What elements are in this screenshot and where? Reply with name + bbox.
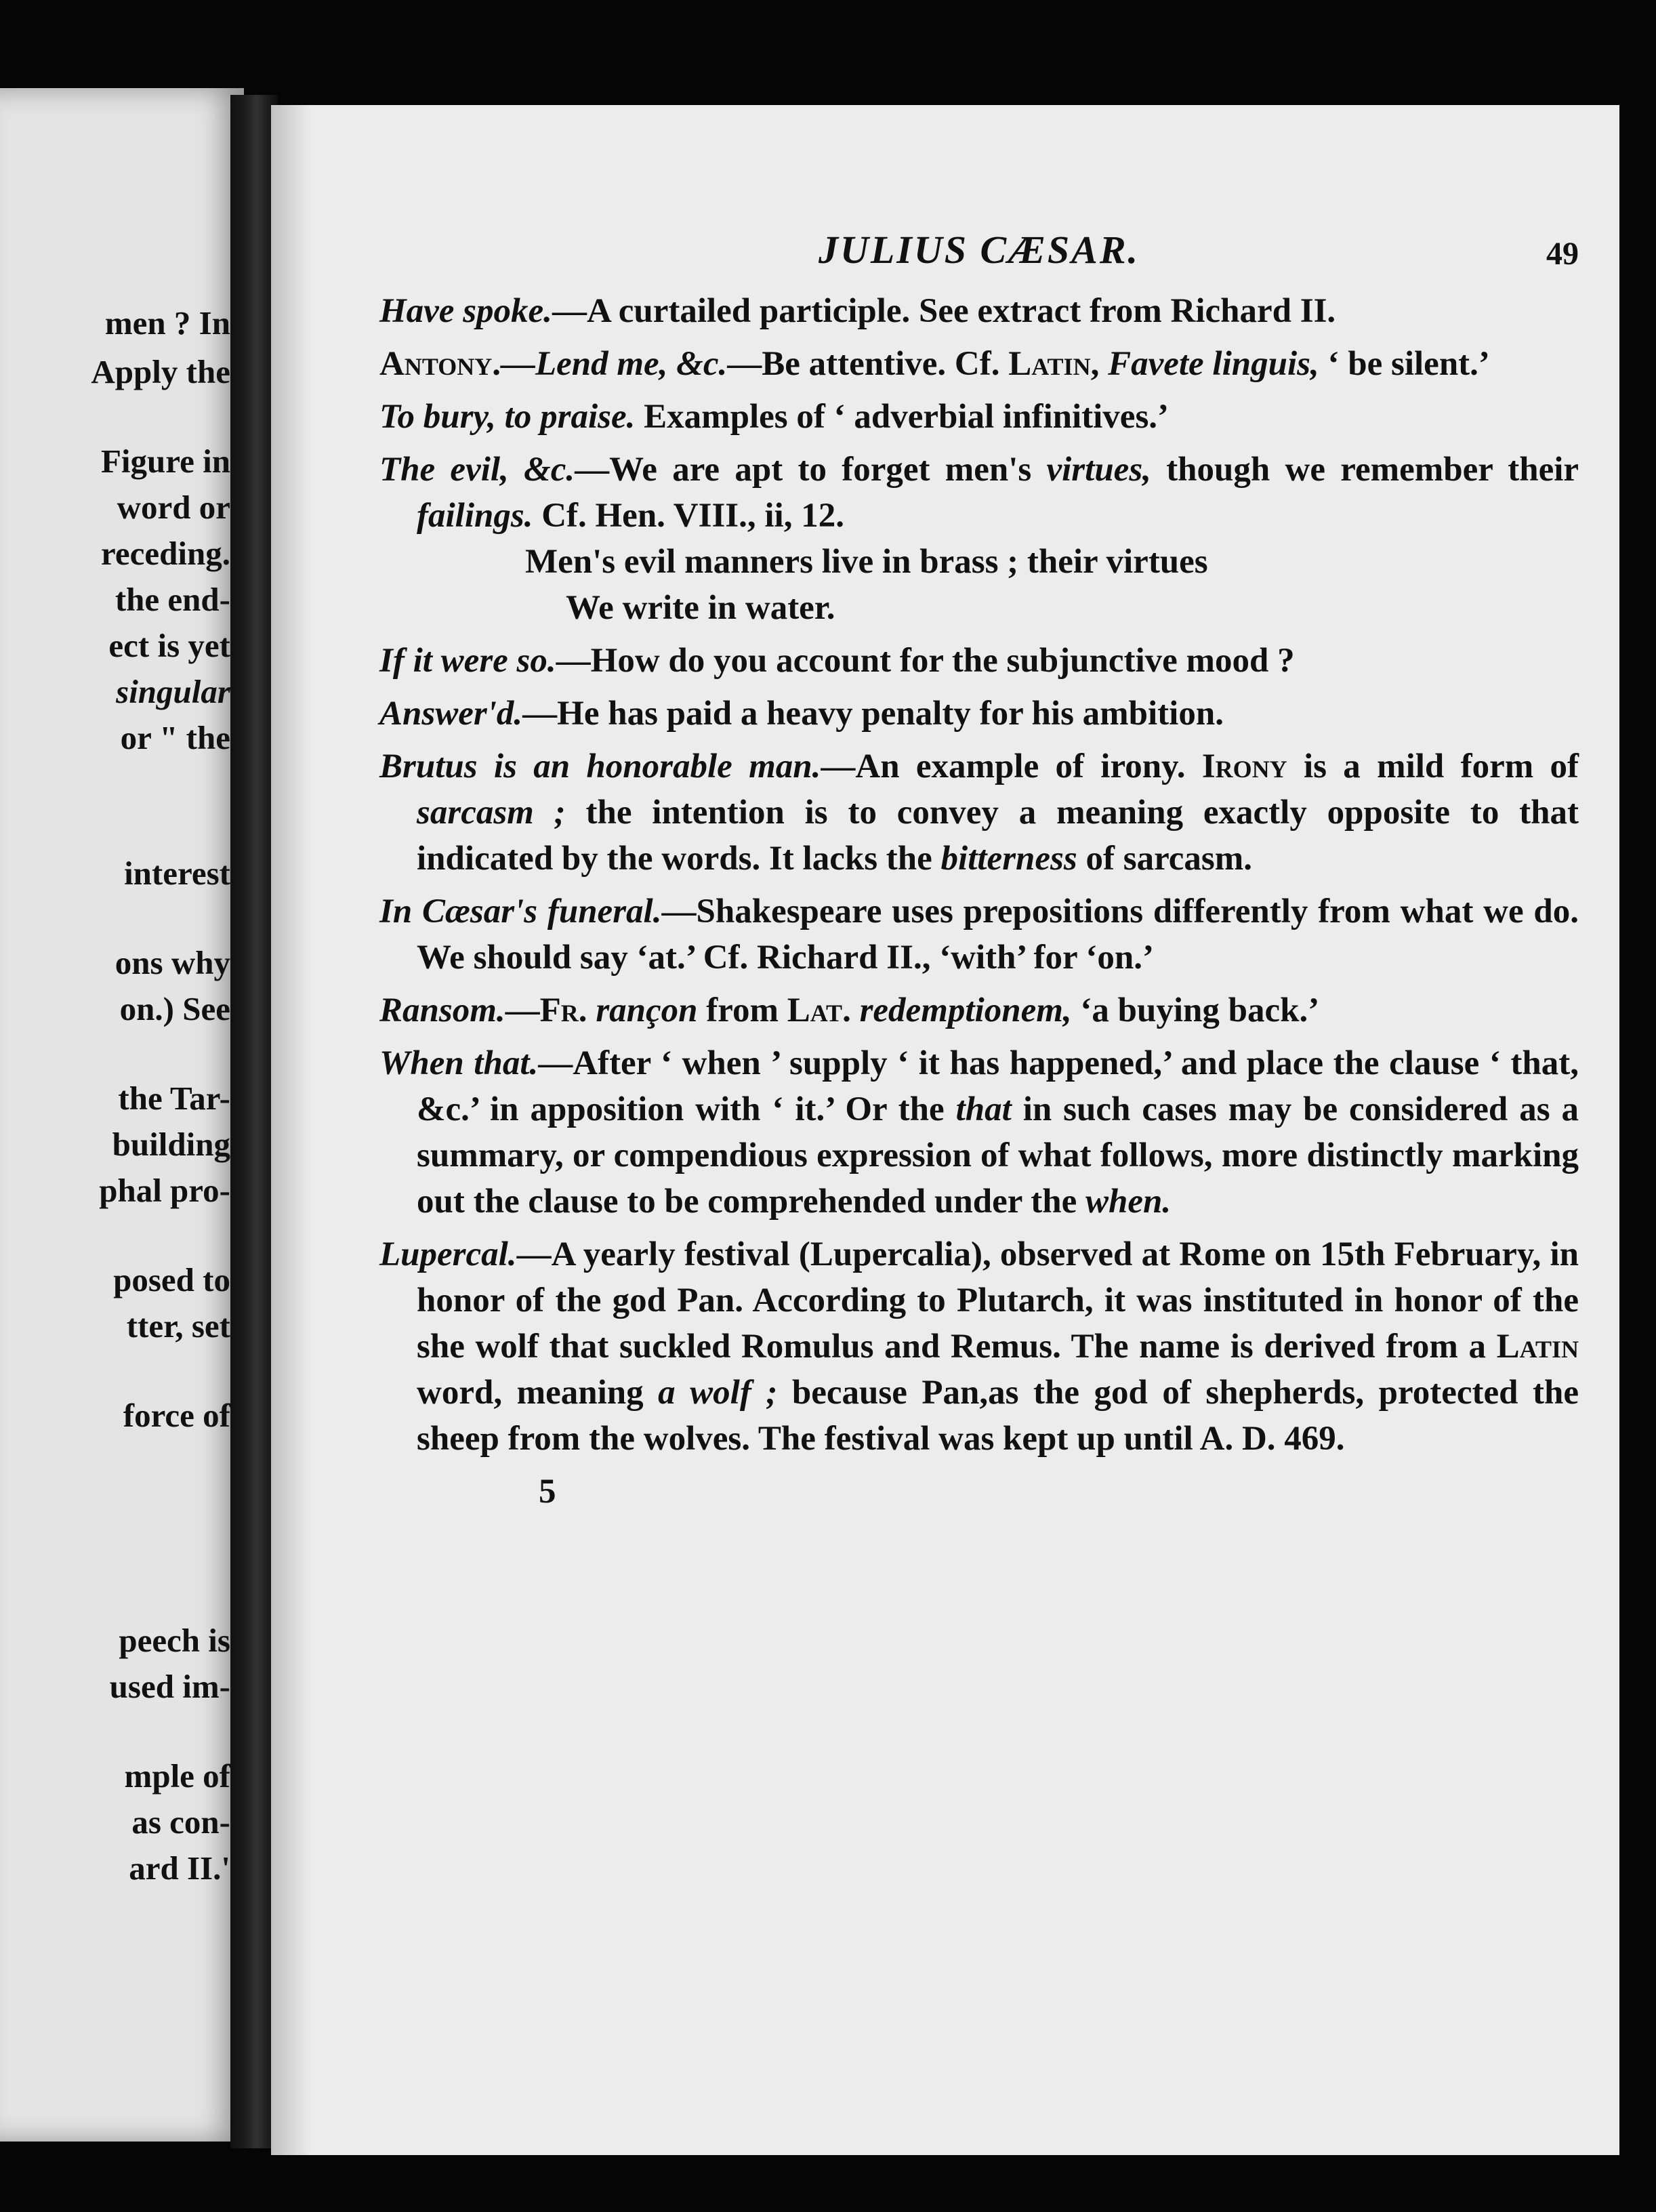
entry-term: Ransom.: [379, 991, 505, 1029]
entry-italic: sarcasm ;: [417, 794, 566, 832]
left-fragment: mple of: [124, 1757, 230, 1795]
left-fragment: tter, set: [126, 1307, 230, 1345]
entry-text: of sarcasm.: [1077, 840, 1252, 878]
entry-text: —How do you account for the subjunctive mood ?: [556, 642, 1295, 680]
entry-term: To bury, to praise.: [379, 398, 636, 436]
entry-text: the intention is to convey a meaning exactly opposite to that indicated by the words. It lacks the: [417, 794, 1579, 878]
entry-text: Examples of ‘ adverbial infinitives.’: [635, 398, 1169, 436]
term-smallcaps: Irony: [1201, 747, 1287, 785]
left-fragment: ect is yet: [108, 627, 230, 664]
entry-text: —A yearly festival (Lupercalia), observed at Rome on 15th February, in honor of the god Pan. According to Plutarch, it was instituted in honor of the she wolf that suckled Romulus and Remus. The name is derived from a: [417, 1235, 1579, 1366]
note-entry: [379, 888, 1579, 981]
right-page: [271, 105, 1619, 2155]
entry-text: word, meaning: [417, 1374, 659, 1412]
entry-term: The evil, &c.: [379, 451, 575, 489]
entry-text: —An example of irony.: [821, 747, 1202, 785]
note-entry: [379, 987, 1579, 1033]
left-fragment: building: [112, 1126, 230, 1163]
page-content: [379, 227, 1579, 1515]
entry-text: —Be attentive. Cf.: [727, 345, 1009, 383]
left-fragment: on.) See: [119, 990, 230, 1027]
entry-italic: that: [955, 1090, 1012, 1128]
left-fragment: force of: [123, 1397, 230, 1434]
left-fragment: ons why: [115, 944, 230, 981]
entry-text: from: [697, 991, 787, 1029]
left-fragment: Figure in: [100, 443, 230, 480]
note-entry: [379, 394, 1579, 440]
left-fragment: interest: [124, 855, 230, 892]
speaker-name: Antony.: [379, 345, 501, 383]
left-page-fragment: [0, 88, 244, 2142]
left-fragment: singular: [116, 673, 230, 710]
entry-term: If it were so.: [379, 642, 556, 680]
entry-text: though we remember their: [1151, 451, 1579, 489]
entry-text: —Shakespeare uses prepositions differently from what we do. We should say ‘at.’ Cf. Richard II., ‘with’ for ‘on.’: [417, 893, 1579, 977]
entry-text: —He has paid a heavy penalty for his ambition.: [522, 695, 1224, 733]
verse-quote: [417, 539, 1579, 631]
language-label: Fr.: [539, 991, 587, 1029]
left-fragment: posed to: [113, 1261, 230, 1298]
left-fragment: word or: [117, 489, 230, 526]
entry-text: ,: [1090, 345, 1109, 383]
page-number: 49: [1546, 236, 1579, 272]
left-fragment: Apply the: [91, 353, 230, 390]
entry-term: Lupercal.: [379, 1235, 517, 1273]
running-head: JULIUS CÆSAR.: [818, 228, 1140, 272]
entry-italic: a wolf ;: [658, 1374, 778, 1412]
entry-text: Cf. Hen. VIII., ii, 12.: [533, 497, 844, 535]
left-fragment: the end-: [115, 581, 230, 618]
page-header: [379, 227, 1579, 288]
entry-text: —After ‘ when ’ supply ‘ it has happened,’ and place the clause ‘ that, &c.’ in apposition with ‘ it.’ Or the: [417, 1044, 1579, 1128]
entry-italic: redemptionem,: [850, 991, 1072, 1029]
entry-term: Brutus is an honorable man.: [379, 747, 821, 785]
entry-term: Have spoke.: [379, 292, 552, 330]
entry-term: —Lend me, &c.: [500, 345, 728, 383]
entry-italic: bitterness: [940, 840, 1077, 878]
entry-term: In Cæsar's funeral.: [379, 893, 662, 930]
entry-text: —: [505, 991, 540, 1029]
entry-text: is a mild form of: [1287, 747, 1579, 785]
left-fragment: ard II.': [129, 1849, 230, 1887]
entry-italic: rançon: [587, 991, 698, 1029]
entry-term: When that.: [379, 1044, 539, 1082]
verse-line: Men's evil manners live in brass ; their virtues: [525, 543, 1208, 581]
note-entry: [379, 691, 1579, 737]
left-fragment: men ? In: [104, 304, 230, 342]
note-entry: [379, 447, 1579, 631]
language-label: Latin: [1496, 1328, 1579, 1366]
entry-text: —A curtailed participle. See extract from Richard II.: [552, 292, 1336, 330]
left-fragment: the Tar-: [118, 1080, 230, 1117]
note-entry: [379, 638, 1579, 684]
language-label: Lat.: [787, 991, 851, 1029]
left-fragment: or " the: [120, 719, 230, 756]
entry-text: because Pan,as the god of shepherds, protected the sheep from the wolves. The festival was kept up until A. D. 469.: [417, 1374, 1579, 1458]
left-fragment: phal pro-: [99, 1172, 230, 1209]
left-fragment: used im-: [109, 1668, 230, 1705]
verse-line: We write in water.: [566, 589, 835, 627]
entry-term: Answer'd.: [379, 695, 523, 733]
entry-italic: failings.: [417, 497, 533, 535]
entry-text: ‘ be silent.’: [1319, 345, 1490, 383]
entry-text: in such cases may be considered as a summary, or compendious expression of what follows, more distinctly marking out the clause to be comprehended under the: [417, 1090, 1579, 1221]
language-label: Latin: [1008, 345, 1091, 383]
note-entry: [379, 743, 1579, 882]
left-fragment: receding.: [101, 535, 230, 572]
entry-text: —We are apt to forget men's: [575, 451, 1047, 489]
note-entry: [379, 1231, 1579, 1462]
entry-italic: when.: [1085, 1183, 1172, 1221]
entry-italic: Favete linguis,: [1108, 345, 1319, 383]
note-entry: [379, 341, 1579, 387]
left-fragment: peech is: [119, 1622, 230, 1659]
entry-italic: virtues,: [1046, 451, 1151, 489]
signature-mark: 5: [539, 1473, 556, 1511]
note-entry: [379, 1040, 1579, 1225]
entry-text: ‘a buying back.’: [1071, 991, 1320, 1029]
left-fragment: as con-: [131, 1803, 230, 1841]
note-entry: [379, 288, 1579, 334]
